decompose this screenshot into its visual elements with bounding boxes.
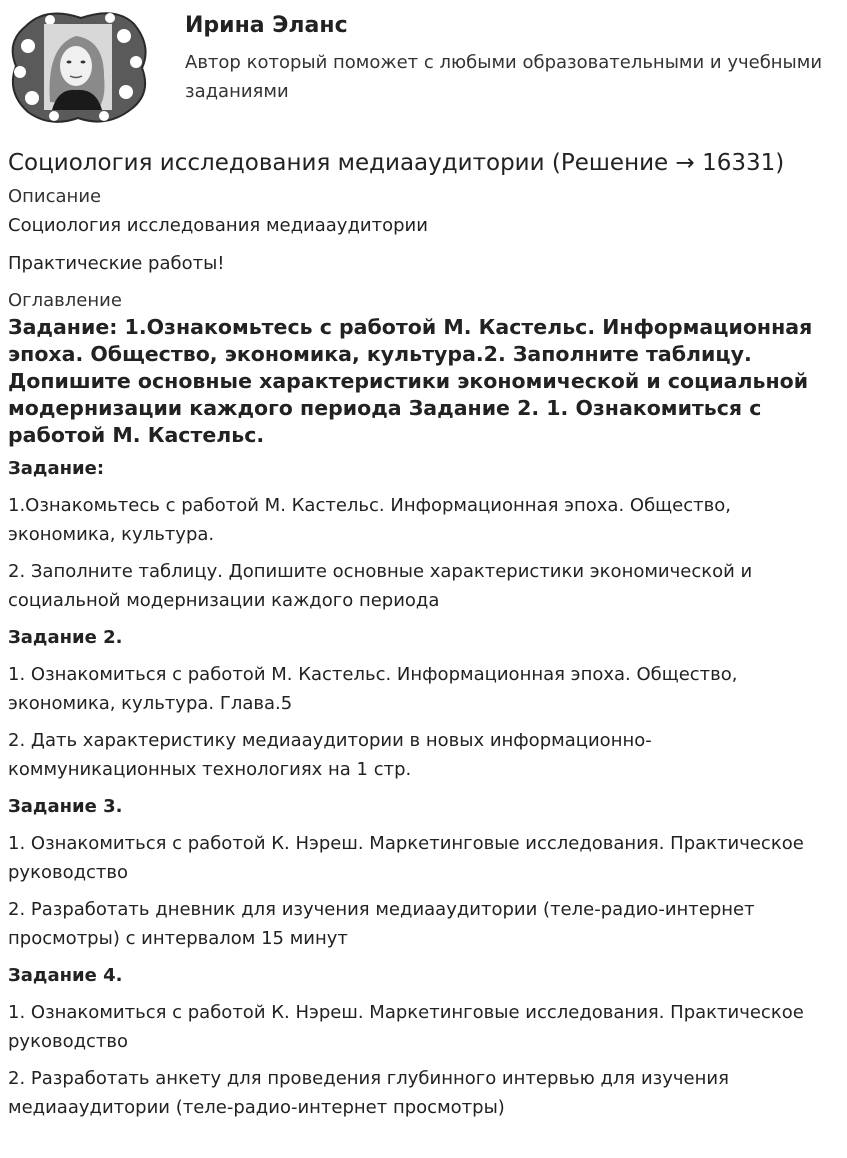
main-content [8, 146, 838, 1131]
task-item: 1.Ознакомьтесь с работой М. Кастельс. Информационная эпоха. Общество, экономика, культура. [8, 495, 731, 545]
task-heading: Задание 4. [8, 965, 123, 986]
description-paragraph: Практические работы! [8, 252, 225, 274]
task-heading: Задание: [8, 458, 105, 479]
description-label: Описание [8, 186, 102, 207]
author-header [0, 0, 847, 140]
description-paragraph: Социология исследования медиааудитории [8, 215, 428, 236]
task-item: 1. Ознакомиться с работой М. Кастельс. Информационная эпоха. Общество, экономика, культура. Глава.5 [8, 664, 738, 714]
author-name: Ирина Эланс [185, 13, 348, 38]
task-heading: Задание 3. [8, 796, 123, 817]
task-item: 2. Заполните таблицу. Допишите основные характеристики экономической и социальной модернизации каждого периода [8, 561, 753, 611]
task-item: 2. Дать характеристику медиааудитории в новых информационно-коммуникационных технологиях на 1 стр. [8, 730, 652, 780]
page-title: Социология исследования медиааудитории (Решение → 16331) [8, 150, 785, 176]
author-photo-frame-icon [6, 6, 152, 128]
toc-heading: Задание: 1.Ознакомьтесь с работой М. Кастельс. Информационная эпоха. Общество, экономика, культура.2. Заполните таблицу. Допишите основные характеристики экономической и социальной модернизации каждого периода Задание 2. 1. Ознакомиться с работой М. Кастельс. [8, 315, 813, 447]
author-description: Автор который поможет с любыми образовательными и учебными заданиями [185, 52, 823, 102]
task-item: 1. Ознакомиться с работой К. Нэреш. Маркетинговые исследования. Практическое руководство [8, 833, 804, 883]
task-item: 2. Разработать анкету для проведения глубинного интервью для изучения медиааудитории (теле-радио-интернет просмотры) [8, 1068, 729, 1118]
task-item: 2. Разработать дневник для изучения медиааудитории (теле-радио-интернет просмотры) с интервалом 15 минут [8, 899, 755, 949]
author-avatar [6, 6, 152, 128]
task-heading: Задание 2. [8, 627, 123, 648]
toc-label: Оглавление [8, 290, 122, 311]
task-item: 1. Ознакомиться с работой К. Нэреш. Маркетинговые исследования. Практическое руководство [8, 1002, 804, 1052]
